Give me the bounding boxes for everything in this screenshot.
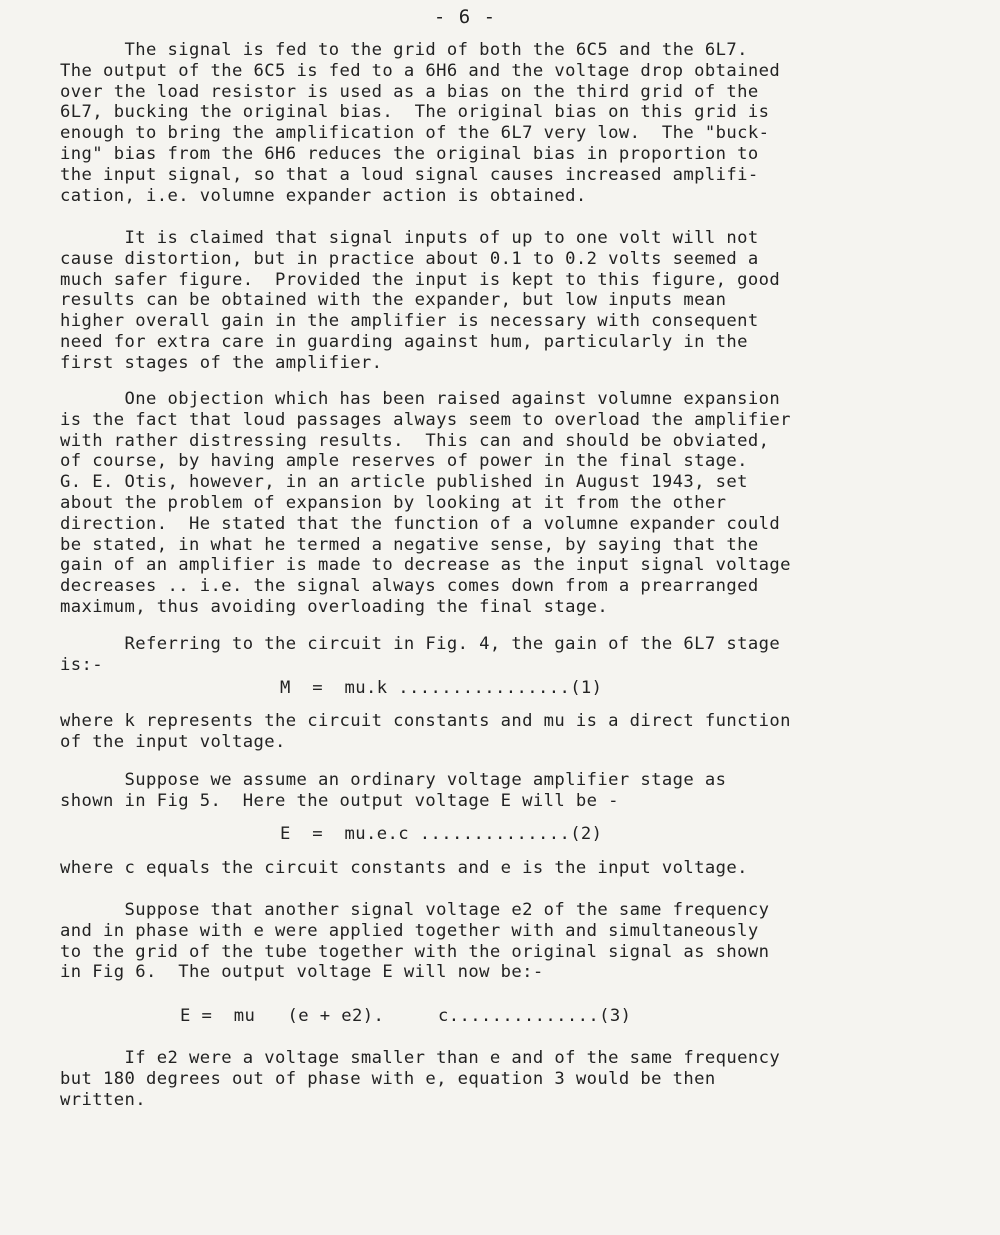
paragraph-signal-inputs	[60, 228, 940, 374]
text-line: of the input voltage.	[60, 731, 286, 752]
text-line: with rather distressing results. This can and should be obviated,	[60, 430, 770, 451]
equation-2: E = mu.e.c ..............(2)	[280, 824, 603, 844]
text-line: direction. He stated that the function of a volumne expander could	[60, 513, 781, 534]
text-line: of course, by having ample reserves of power in the final stage.	[60, 451, 748, 472]
text-line: results can be obtained with the expander, but low inputs mean	[60, 290, 727, 311]
text-line: much safer figure. Provided the input is kept to this figure, good	[60, 269, 781, 290]
paragraph-signal-path	[60, 40, 940, 206]
text-line: enough to bring the amplification of the 6L7 very low. The "buck-	[60, 123, 770, 144]
text-line: Referring to the circuit in Fig. 4, the gain of the 6L7 stage	[60, 634, 781, 654]
text-line: If e2 were a voltage smaller than e and of the same frequency	[60, 1048, 781, 1068]
paragraph-where-c	[60, 858, 940, 879]
text-line: It is claimed that signal inputs of up to one volt will not	[60, 228, 759, 248]
paragraph-fig4-reference	[60, 634, 940, 676]
paragraph-fig5	[60, 770, 940, 812]
text-line: and in phase with e were applied together with and simultaneously	[60, 920, 759, 941]
text-line: need for extra care in guarding against hum, particularly in the	[60, 331, 748, 352]
text-line: be stated, in what he termed a negative sense, by saying that the	[60, 534, 759, 555]
text-line: maximum, thus avoiding overloading the final stage.	[60, 596, 609, 617]
text-line: One objection which has been raised against volumne expansion	[60, 389, 781, 409]
text-line: to the grid of the tube together with the original signal as shown	[60, 941, 770, 962]
text-line: Suppose we assume an ordinary voltage amplifier stage as	[60, 770, 727, 790]
text-line: decreases .. i.e. the signal always comes down from a prearranged	[60, 576, 759, 597]
text-line: ing" bias from the 6H6 reduces the original bias in proportion to	[60, 143, 759, 164]
text-line: The output of the 6C5 is fed to a 6H6 and the voltage drop obtained	[60, 60, 781, 81]
text-line: higher overall gain in the amplifier is necessary with consequent	[60, 311, 759, 332]
text-line: Suppose that another signal voltage e2 of the same frequency	[60, 900, 770, 920]
paragraph-out-of-phase	[60, 1048, 940, 1110]
equation-3: E = mu (e + e2). c..............(3)	[180, 1006, 632, 1026]
text-line: but 180 degrees out of phase with e, equation 3 would be then	[60, 1068, 716, 1089]
text-line: 6L7, bucking the original bias. The original bias on this grid is	[60, 102, 770, 123]
text-line: is the fact that loud passages always seem to overload the amplifier	[60, 409, 791, 430]
text-line: cause distortion, but in practice about 0.1 to 0.2 volts seemed a	[60, 248, 759, 269]
text-line: the input signal, so that a loud signal causes increased amplifi-	[60, 164, 759, 185]
text-line: shown in Fig 5. Here the output voltage E will be -	[60, 790, 619, 811]
text-line: written.	[60, 1089, 146, 1110]
text-line: gain of an amplifier is made to decrease as the input signal voltage	[60, 555, 791, 576]
text-line: where k represents the circuit constants and mu is a direct function	[60, 711, 791, 731]
text-line: first stages of the amplifier.	[60, 352, 383, 373]
text-line: G. E. Otis, however, in an article published in August 1943, set	[60, 472, 748, 493]
paragraph-objection	[60, 389, 940, 618]
text-line: where c equals the circuit constants and e is the input voltage.	[60, 858, 748, 878]
paragraph-fig6	[60, 900, 940, 983]
paragraph-where-k	[60, 711, 940, 753]
text-line: about the problem of expansion by looking at it from the other	[60, 492, 727, 513]
text-line: is:-	[60, 654, 103, 675]
text-line: The signal is fed to the grid of both the 6C5 and the 6L7.	[60, 40, 748, 60]
page-number: - 6 -	[433, 6, 497, 28]
text-line: in Fig 6. The output voltage E will now be:-	[60, 962, 544, 983]
text-line: over the load resistor is used as a bias on the third grid of the	[60, 81, 759, 102]
text-line: cation, i.e. volumne expander action is obtained.	[60, 185, 587, 206]
equation-1: M = mu.k ................(1)	[280, 678, 603, 698]
